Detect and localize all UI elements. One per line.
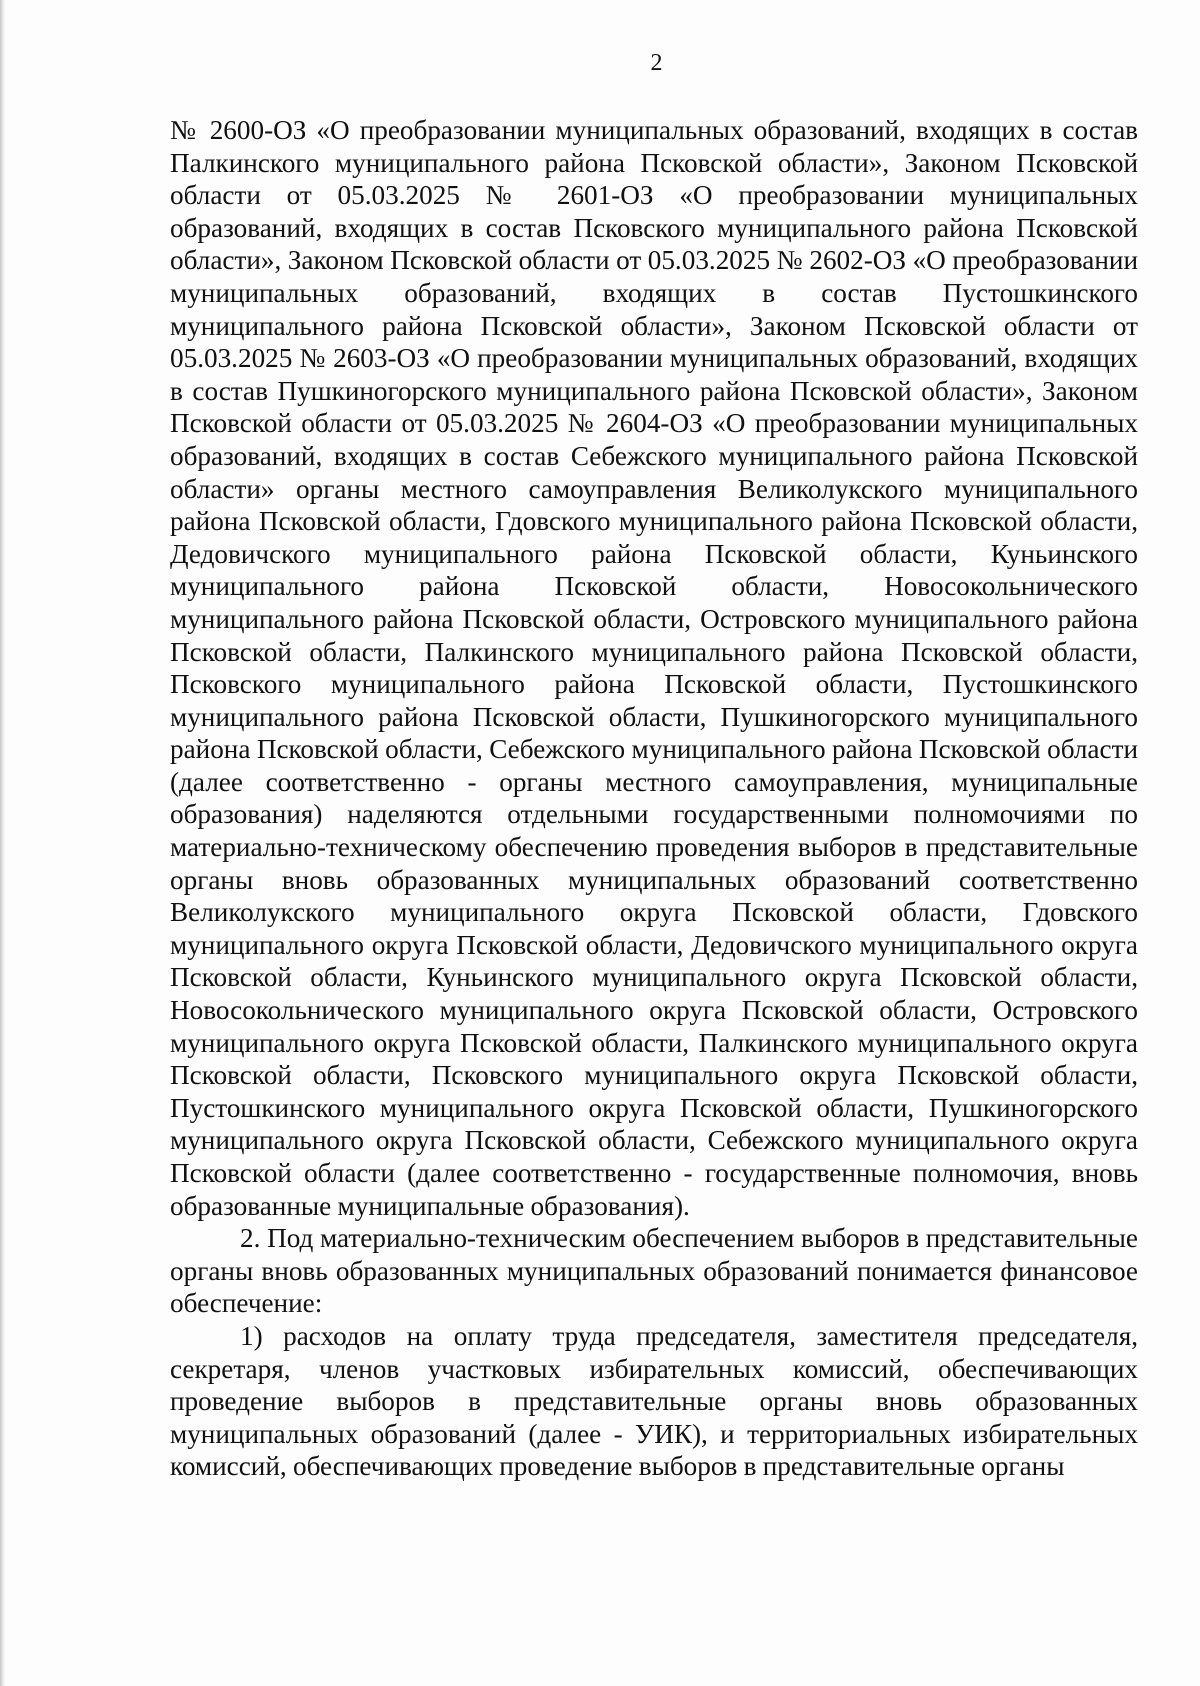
page-number: 2: [650, 50, 663, 76]
paragraph-clause-2: 2. Под материально-техническим обеспечением выборов в представительные органы вновь образованных муниципальных образований понимается финансовое обеспечение:: [170, 1223, 1138, 1319]
document-body: [170, 114, 1138, 1483]
paragraph-subclause-1: 1) расходов на оплату труда председателя, заместителя председателя, секретаря, членов участковых избирательных комиссий, обеспечивающих проведение выборов в представительные органы вновь образованных муниципальных образований (далее - УИК), и территориальных избирательных комиссий, обеспечивающих проведение выборов в представительные органы: [170, 1320, 1138, 1482]
paragraph-continuation: № 2600-ОЗ «О преобразовании муниципальных образований, входящих в состав Палкинского муниципального района Псковской области», Законом Псковской области от 05.03.2025 № 2601-ОЗ «О преобразовании муниципальных образований, входящих в состав Псковского муниципального района Псковской области», Законом Псковской области от 05.03.2025 № 2602-ОЗ «О преобразовании муниципальных образований, входящих в состав Пустошкинского муниципального района Псковской области», Законом Псковской области от 05.03.2025 № 2603-ОЗ «О преобразовании муниципальных образований, входящих в состав Пушкиногорского муниципального района Псковской области», Законом Псковской области от 05.03.2025 № 2604-ОЗ «О преобразовании муниципальных образований, входящих в состав Себежского муниципального района Псковской области» органы местного самоуправления Великолукского муниципального района Псковской области, Гдовского муниципального района Псковской области, Дедовичского муниципального района Псковской области, Куньинского муниципального района Псковской области, Новосокольнического муниципального района Псковской области, Островского муниципального района Псковской области, Палкинского муниципального района Псковской области, Псковского муниципального района Псковской области, Пустошкинского муниципального района Псковской области, Пушкиногорского муниципального района Псковской области, Себежского муниципального района Псковской области (далее соответственно - органы местного самоуправления, муниципальные образования) наделяются отдельными государственными полномочиями по материально-техническому обеспечению проведения выборов в представительные органы вновь образованных муниципальных образований соответственно Великолукского муниципального округа Псковской области, Гдовского муниципального округа Псковской области, Дедовичского муниципального округа Псковской области, Куньинского муниципального округа Псковской области, Новосокольнического муниципального округа Псковской области, Островского муниципального округа Псковской области, Палкинского муниципального округа Псковской области, Псковского муниципального округа Псковской области, Пустошкинского муниципального округа Псковской области, Пушкиногорского муниципального округа Псковской области, Себежского муниципального округа Псковской области (далее соответственно - государственные полномочия, вновь образованные муниципальные образования).: [170, 115, 1138, 1221]
scan-edge: [0, 0, 5, 1686]
